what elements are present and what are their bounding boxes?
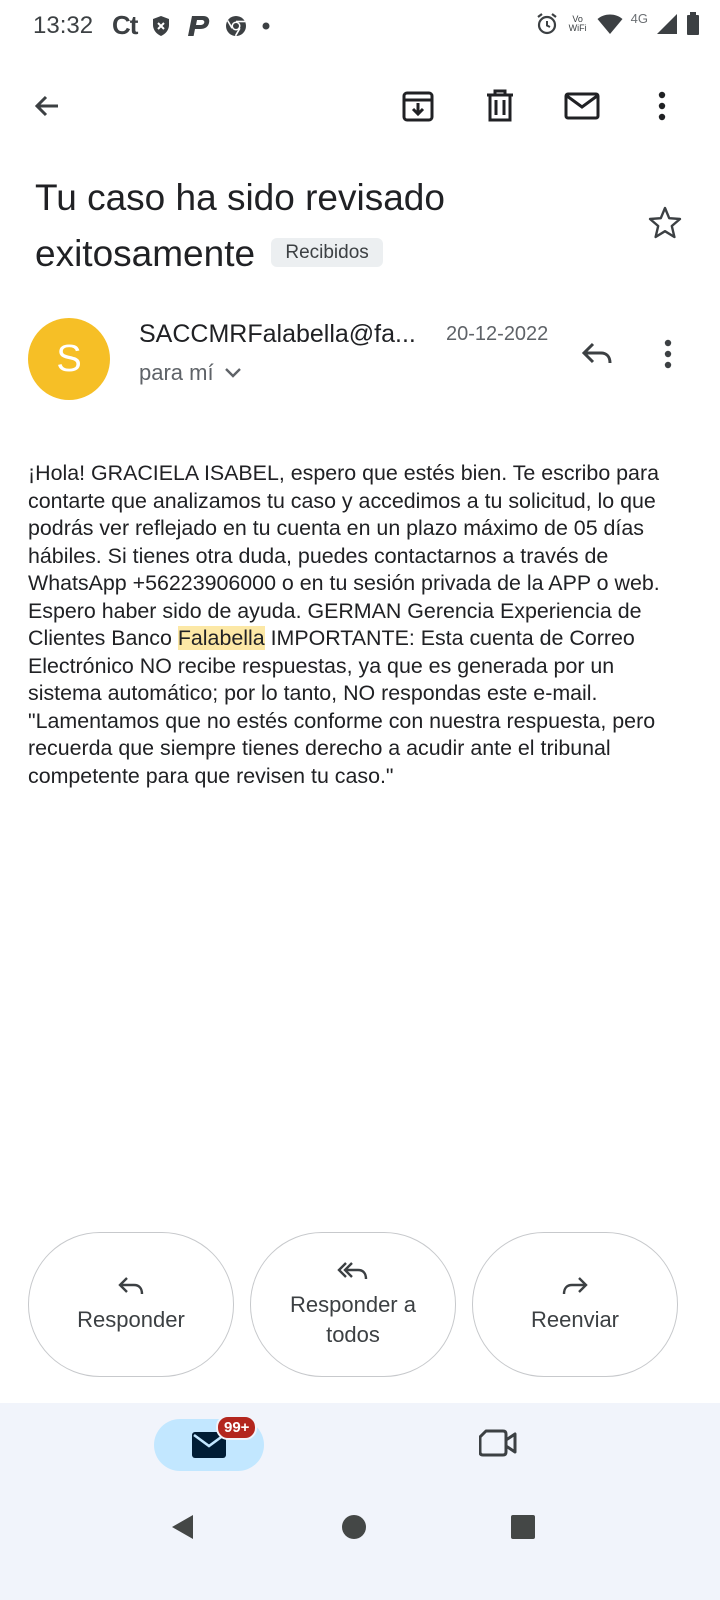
reply-actions xyxy=(28,1232,680,1377)
chrome-icon xyxy=(225,15,247,37)
chevron-down-icon xyxy=(224,367,242,379)
reply-all-label-line2: todos xyxy=(326,1321,380,1347)
status-bar xyxy=(0,0,720,52)
star-icon xyxy=(647,205,683,241)
shield-icon xyxy=(151,15,171,37)
forward-label: Reenviar xyxy=(530,1306,620,1332)
bottom-navigation xyxy=(0,1403,720,1600)
more-vert-icon xyxy=(663,339,673,369)
subject-text: Tu caso ha sido revisado exitosamente xyxy=(35,177,445,274)
carrier-text: Ct xyxy=(112,10,138,40)
status-left-icons xyxy=(112,10,271,41)
body-text-part2: IMPORTANTE: Esta cuenta de Correo Electrónico NO recibe respuestas, ya que es generada por un sistema automático; por lo tanto, NO respondas este e-mail. "Lamentamos que no estés conforme con nuestra respuesta, pero recuerda que siempre tienes derecho a acudir ante el tribunal competente para que revisen tu caso." xyxy=(28,626,656,788)
reply-icon xyxy=(117,1275,145,1297)
p-logo-icon xyxy=(185,15,211,37)
toolbar xyxy=(0,78,720,134)
reply-all-label-line1: Responder a xyxy=(290,1291,416,1317)
more-options-button[interactable] xyxy=(634,78,690,134)
triangle-back-icon xyxy=(169,1513,195,1541)
body-text-part1: ¡Hola! GRACIELA ISABEL, espero que estés bien. Te escribo para contarte que analizamos tu caso y accedimos a tu solicitud, lo que podrás ver reflejado en tu cuenta en un plazo máximo de 05 días hábiles. Si tienes otra duda, puedes contactarnos a través de WhatsApp +56223906000 o en tu sesión privada de la APP o web. Espero haber sido de ayuda. GERMAN Gerencia Experiencia de Clientes Banco xyxy=(28,461,660,650)
reply-icon xyxy=(581,341,613,367)
reply-all-label xyxy=(290,1290,416,1350)
dot-icon xyxy=(261,21,271,31)
sender-avatar[interactable]: S xyxy=(28,318,110,400)
mark-unread-icon xyxy=(564,92,600,120)
system-recents-button[interactable] xyxy=(503,1507,543,1547)
delete-icon xyxy=(485,89,515,123)
back-button[interactable] xyxy=(19,78,75,134)
email-date: 20-12-2022 xyxy=(446,323,549,345)
vowifi-bottom-text: WiFi xyxy=(568,23,587,33)
sender-name[interactable]: SACCMRFalabella@fa... xyxy=(139,320,416,348)
network-type-text: 4G xyxy=(630,10,648,26)
vowifi-top-text: Vo xyxy=(572,14,583,24)
recipient-text: para mí xyxy=(139,360,214,385)
email-subject xyxy=(35,170,635,282)
more-vert-icon xyxy=(657,91,667,121)
label-chip[interactable]: Recibidos xyxy=(271,238,382,267)
square-recents-icon xyxy=(510,1514,536,1540)
status-time: 13:32 xyxy=(33,12,94,39)
forward-button[interactable] xyxy=(472,1232,678,1377)
battery-icon xyxy=(686,12,700,36)
unread-badge: 99+ xyxy=(216,1415,257,1440)
reply-all-button[interactable] xyxy=(250,1232,456,1377)
wifi-icon xyxy=(597,13,623,35)
mark-unread-button[interactable] xyxy=(554,78,610,134)
reply-label: Responder xyxy=(77,1306,185,1332)
search-highlight: Falabella xyxy=(177,626,265,650)
email-body xyxy=(28,460,688,790)
archive-button[interactable] xyxy=(390,78,446,134)
forward-icon xyxy=(561,1275,589,1297)
nav-meet-tab[interactable] xyxy=(478,1423,518,1463)
system-back-button[interactable] xyxy=(162,1507,202,1547)
alarm-icon xyxy=(535,12,559,36)
back-arrow-icon xyxy=(31,90,63,122)
message-more-button[interactable] xyxy=(648,332,688,376)
reply-button[interactable] xyxy=(28,1232,234,1377)
star-button[interactable] xyxy=(642,200,688,246)
delete-button[interactable] xyxy=(472,78,528,134)
system-home-button[interactable] xyxy=(334,1507,374,1547)
video-camera-icon xyxy=(479,1429,517,1457)
circle-home-icon xyxy=(341,1514,367,1540)
recipient-toggle[interactable] xyxy=(139,360,242,386)
signal-icon xyxy=(656,13,678,35)
vowifi-icon xyxy=(567,15,589,33)
reply-all-icon xyxy=(337,1260,369,1282)
status-right-icons xyxy=(535,12,700,36)
archive-icon xyxy=(401,89,435,123)
reply-quick-button[interactable] xyxy=(572,332,622,376)
